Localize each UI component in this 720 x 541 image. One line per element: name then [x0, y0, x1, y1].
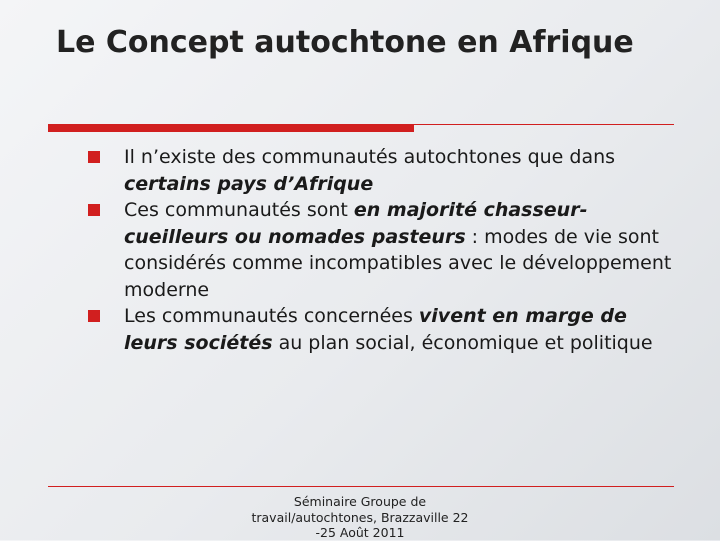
bullet-text	[124, 199, 671, 301]
title-underline	[48, 124, 674, 134]
plain-text: Les communautés concernées	[124, 305, 419, 327]
bullet-item	[88, 303, 678, 356]
title-underline-thin	[414, 124, 674, 125]
bullet-item	[88, 144, 678, 197]
slide-footer: Séminaire Groupe de travail/autochtones, Brazzaville 22 -25 Août 2011	[251, 494, 469, 540]
plain-text: Il n’existe des communautés autochtones que dans	[124, 146, 616, 168]
square-bullet-icon	[88, 151, 100, 163]
bullet-item	[88, 197, 678, 303]
square-bullet-icon	[88, 204, 100, 216]
emphasized-text: vivent en marge de leurs sociétés	[124, 305, 627, 354]
plain-text: Ces communautés sont	[124, 199, 354, 221]
footer-divider	[48, 486, 674, 487]
emphasized-text: en majorité chasseur-cueilleurs ou nomades pasteurs	[124, 199, 588, 248]
square-bullet-icon	[88, 310, 100, 322]
bullet-list	[88, 144, 678, 356]
bullet-text	[124, 305, 653, 354]
slide-title: Le Concept autochtone en Afrique	[56, 25, 634, 60]
emphasized-text: certains pays d’Afrique	[124, 172, 374, 195]
bullet-text	[124, 146, 615, 195]
plain-text: : modes de vie sont considérés comme incompatibles avec le développement moderne	[124, 225, 672, 301]
plain-text: au plan social, économique et politique	[272, 331, 653, 354]
title-underline-thick	[48, 124, 414, 132]
